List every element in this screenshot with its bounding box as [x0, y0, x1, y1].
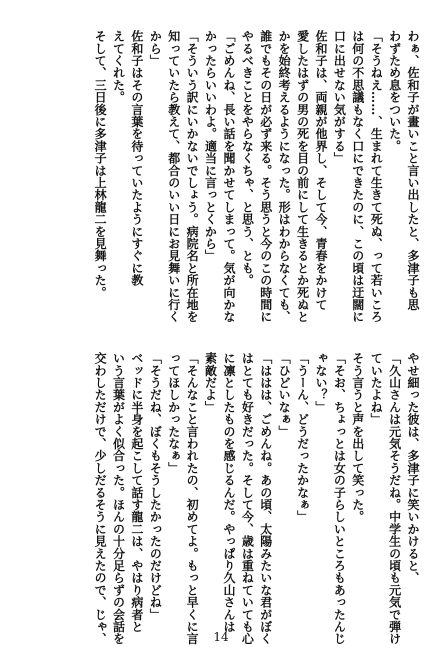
text-line: いう言葉がよく似合った。ほんの十分足らずの会話を [111, 352, 126, 645]
text-line: 佐和子は、両親が他界し、そして今、青春をかけて [313, 30, 328, 311]
text-line: やるべきことをやらなくちゃ、と思う、とも。 [240, 30, 255, 287]
text-line: 交わしただけで、少しだるそうに見えたので、じゃ、 [93, 352, 108, 645]
text-line: 「そお、ちょっとは女の子らしいところもあったんじ [332, 352, 347, 645]
upper-text-block [52, 30, 422, 323]
text-line: 佐和子はその言葉を待っていたようにすぐに教 [129, 30, 144, 287]
text-line: 「そんなこと言われたの、初めてよ。もっと早くに言 [185, 352, 200, 645]
text-line: 「ひどいなぁ」 [277, 352, 292, 438]
text-line: わずため息をついた。 [387, 30, 402, 152]
text-line: そう言うと声を出して笑った。 [350, 352, 365, 523]
text-line: 素敵だよ」 [203, 352, 218, 413]
text-line: は何の不思議もなく口にできたのに、この頃は迂闊に [350, 30, 365, 323]
text-line: 「そうだね、ぼくもそうしたかったのだけどね」 [148, 352, 163, 621]
text-line: 「うーん、どうだったかなぁ」 [295, 352, 310, 523]
text-line: ていたよね」 [369, 352, 384, 426]
text-line: 「ははは、ごめんね。あの頃、太陽みたいな君がぼく [258, 352, 273, 645]
text-line: はとても好きだった。そして今、歳は重ねていても心 [240, 352, 255, 645]
text-line: から」 [148, 30, 163, 67]
text-line: やせ細った彼は、多津子に笑いかけると、 [406, 352, 420, 584]
text-line: ベッドに半身を起こして話す龍二は、やはり病者と [129, 352, 144, 633]
text-line: ってほしかったなぁ」 [166, 352, 181, 474]
text-line: かったらいいわよ。適当に言っとくから」 [203, 30, 218, 262]
text-line: えてくれた。 [111, 30, 126, 104]
text-line: 「久山さんは元気そうだね。中学生の頃も元気で弾け [387, 352, 402, 645]
text-line: 「そうねえ……、生まれて生きて死ぬ、って若いころ [369, 30, 384, 323]
text-line: 「ごめんね、長い話を聞かせてしまって。気が向かな [221, 30, 236, 323]
page-number: 14 [213, 630, 229, 644]
text-line: 誰でもその日が必ず来る。そう思うと今のこの時間に [258, 30, 273, 323]
text-line: かを始終考えるようになった。形はわからなくても、 [277, 30, 292, 323]
text-line: 愛したはずの男の死を目の前にして生きるとか死ぬと [295, 30, 310, 323]
text-line: 知っていたら教えて、都合のいい日にお見舞いに行く [166, 30, 181, 323]
text-line: わぁ、佐和子が畫いこと言い出したと、多津子も思 [406, 30, 420, 311]
text-line: ゃない？」 [313, 352, 328, 413]
text-line: 「そういう訳にいかないでしょう。病院名と所在地を [185, 30, 200, 323]
text-line: 口に出せない気がする」 [332, 30, 347, 165]
text-line: そして、三日後に多津子は上林龍二を見舞った。 [93, 30, 108, 299]
text-line: に凛としたものを感じるんだ。やっぱり久山さんは [221, 352, 236, 633]
